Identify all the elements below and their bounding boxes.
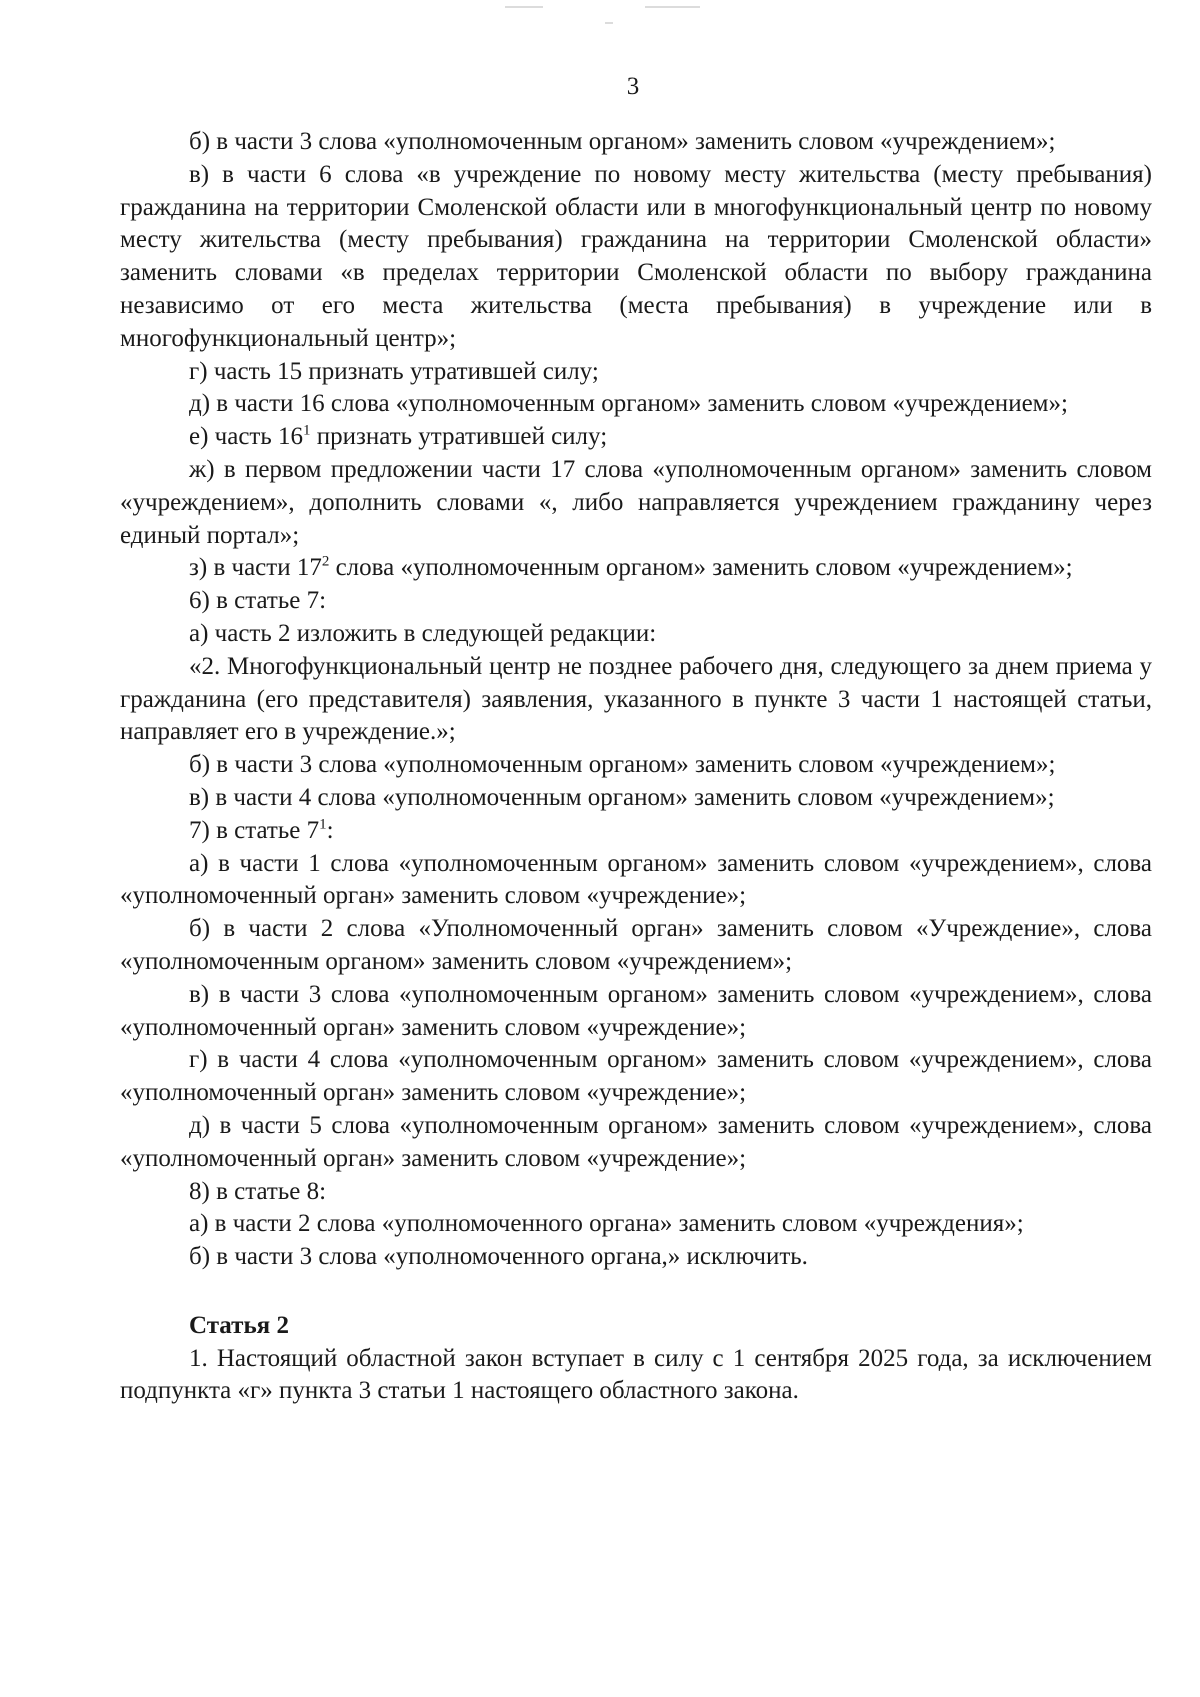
amendment-item: б) в части 3 слова «уполномоченным органом» заменить словом «учреждением»; bbox=[189, 751, 1056, 779]
amendment-item: в) в части 4 слова «уполномоченным органом» заменить словом «учреждением»; bbox=[189, 783, 1055, 811]
amendment-item: б) в части 2 слова «Уполномоченный орган» заменить словом «Учреждение», слова «уполномоченным органом» заменить словом «учреждением»; bbox=[120, 915, 1152, 975]
amendment-item: а) в части 1 слова «уполномоченным органом» заменить словом «учреждением», слова «уполномоченный орган» заменить словом «учреждение»; bbox=[120, 849, 1152, 910]
document-body bbox=[120, 126, 1152, 1408]
scan-speck bbox=[605, 22, 613, 24]
amendment-item: б) в части 3 слова «уполномоченного органа,» исключить. bbox=[189, 1243, 808, 1271]
amendment-item: в) в части 3 слова «уполномоченным органом» заменить словом «учреждением», слова «уполномоченный орган» заменить словом «учреждение»; bbox=[120, 980, 1152, 1041]
scan-speck bbox=[645, 6, 700, 8]
amendment-item: г) часть 15 признать утратившей силу; bbox=[189, 357, 599, 385]
article-2-heading: Статья 2 bbox=[189, 1311, 289, 1339]
amendment-item: з) в части $17^2$ слова «уполномоченным органом» заменить словом «учреждением»; bbox=[189, 554, 1073, 582]
amendment-item: б) в части 3 слова «уполномоченным органом» заменить словом «учреждением»; bbox=[189, 128, 1056, 155]
amendment-item: е) часть $16^1$ признать утратившей силу; bbox=[189, 422, 608, 451]
amendment-item: г) в части 4 слова «уполномоченным органом» заменить словом «учреждением», слова «уполномоченный орган» заменить словом «учреждение»; bbox=[120, 1046, 1152, 1107]
amendment-item: в) в части 6 слова «в учреждение по новому месту жительства (месту пребывания) гражданина на территории Смоленской области или в многофункциональный центр по новому месту жительства (месту пребывания) гражданина на территории Смоленской области» заменить словами «в пределах территории Смоленской области по выбору гражданина независимо от его места жительства (места пребывания) в учреждение или в многофункциональный центр»; bbox=[120, 160, 1152, 352]
amendment-item: 6) в статье 7: bbox=[189, 587, 327, 615]
amendment-item: «2. Многофункциональный центр не позднее рабочего дня, следующего за днем приема у гражданина (его представителя) заявления, указанного в пункте 3 части 1 настоящей статьи, направляет его в учреждение.»; bbox=[120, 652, 1152, 746]
amendment-item: д) в части 16 слова «уполномоченным органом» заменить словом «учреждением»; bbox=[189, 390, 1068, 418]
page-number: 3 bbox=[626, 73, 640, 100]
amendment-item: 8) в статье 8: bbox=[189, 1177, 327, 1205]
article-2-paragraph: 1. Настоящий областной закон вступает в силу с 1 сентября 2025 года, за исключением подпункта «г» пункта 3 статьи 1 настоящего областного закона. bbox=[120, 1344, 1152, 1405]
amendment-item: д) в части 5 слова «уполномоченным органом» заменить словом «учреждением», слова «уполномоченный орган» заменить словом «учреждение»; bbox=[120, 1111, 1152, 1172]
amendment-item: 7) в статье $7^1$: bbox=[189, 816, 334, 844]
amendment-item: а) в части 2 слова «уполномоченного органа» заменить словом «учреждения»; bbox=[189, 1210, 1024, 1238]
amendment-item: а) часть 2 изложить в следующей редакции: bbox=[189, 619, 657, 647]
amendment-item: ж) в первом предложении части 17 слова «уполномоченным органом» заменить словом «учреждением», дополнить словами «, либо направляется учреждением гражданину через единый портал»; bbox=[120, 455, 1152, 549]
scan-speck bbox=[505, 6, 543, 8]
